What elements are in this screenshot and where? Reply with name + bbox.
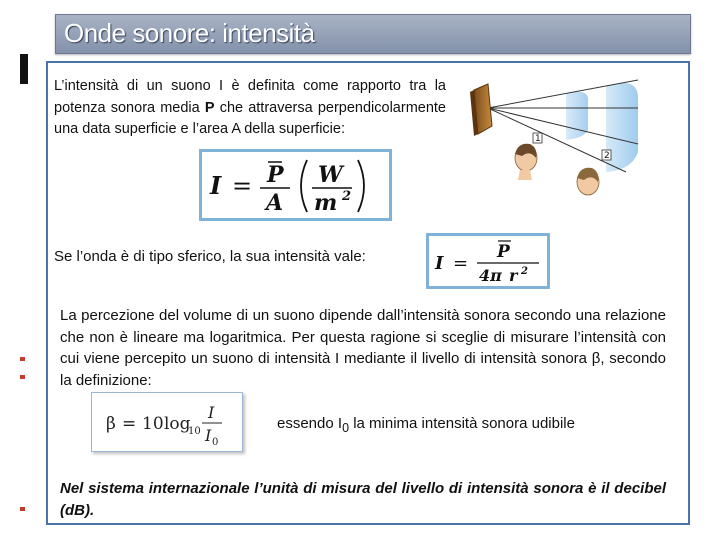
logarithmic-perception-text: La percezione del volume di un suono dipende dall’intensità sonora secondo una relazione che non è lineare ma logaritmica. Per questa ragione si sceglie di misurare l’intensità con cui viene percepito un suono di intensità I mediante il livello di intensità sonora β, secondo la definizione:: [60, 307, 666, 389]
surface-1: [566, 92, 588, 140]
sound-propagation-figure: [466, 78, 650, 198]
f1-numerator: P: [267, 162, 284, 188]
label-1: 1: [535, 134, 541, 144]
f2-r: r: [509, 266, 518, 285]
f1-unit-exp: 2: [342, 189, 352, 204]
formula-decibel-box: [91, 392, 243, 452]
p4-text-b: la minima intensità sonora udibile: [353, 415, 575, 432]
decibel-unit-text: Nel sistema internazionale l’unità di misura del livello di intensità sonora è il decibel (dB).: [60, 480, 666, 519]
f1-denominator: A: [266, 190, 284, 216]
p1-text-a: L’intensità di un suono I è definita come rapporto tra la potenza sonora media: [54, 78, 446, 116]
f2-exponent: 2: [521, 266, 528, 277]
formula-spherical: [429, 236, 547, 286]
f3-denominator-sub: 0: [212, 437, 219, 448]
f1-unit-num: W: [318, 162, 343, 188]
f1-paren-right: [358, 160, 364, 212]
f2-lhs: I: [435, 253, 444, 274]
black-marker: [20, 54, 28, 84]
slide-title: Onde sonore: intensità: [64, 18, 315, 48]
red-tick-2: [20, 375, 25, 379]
p4-symbol-sub: 0: [342, 421, 350, 435]
formula-intensity-box: [199, 149, 392, 221]
red-tick-1: [20, 357, 25, 361]
f3-lhs: β: [106, 414, 116, 434]
formula-intensity: [202, 152, 389, 218]
spherical-wave-text: Se l’onda è di tipo sferico, la sua intensità vale:: [54, 248, 366, 265]
f3-equals: =: [122, 414, 137, 434]
f1-equals: =: [232, 172, 253, 200]
speaker-icon: [470, 84, 492, 136]
f2-equals: =: [453, 253, 469, 274]
p4-symbol: I: [337, 415, 343, 432]
label-2: 2: [604, 151, 610, 161]
title-bar: [55, 14, 691, 54]
f3-log: log: [164, 414, 191, 434]
listener-head-2-icon: [577, 168, 599, 195]
p1-text-b: che attraversa perpendicolarmente una data superficie e l’area A della superficie:: [54, 99, 446, 137]
red-tick-3: [20, 507, 25, 511]
f3-log-base: 10: [188, 426, 201, 437]
f1-unit-den: m: [314, 190, 338, 216]
formula-spherical-box: [426, 233, 550, 289]
intensity-definition: [54, 76, 446, 141]
f3-coefficient: 10: [142, 414, 164, 434]
formula-decibel: [92, 393, 242, 451]
listener-head-1-icon: [515, 144, 537, 180]
p1-bold-p: P: [204, 99, 215, 116]
f2-numerator: P: [497, 242, 510, 262]
f1-lhs: I: [210, 171, 222, 200]
f3-denominator: I: [205, 426, 212, 445]
f3-numerator: I: [208, 403, 215, 422]
f2-denominator: 4π: [479, 266, 502, 285]
f1-paren-left: [301, 160, 307, 212]
threshold-text: [277, 413, 657, 440]
p4-text-a: essendo: [277, 415, 338, 432]
